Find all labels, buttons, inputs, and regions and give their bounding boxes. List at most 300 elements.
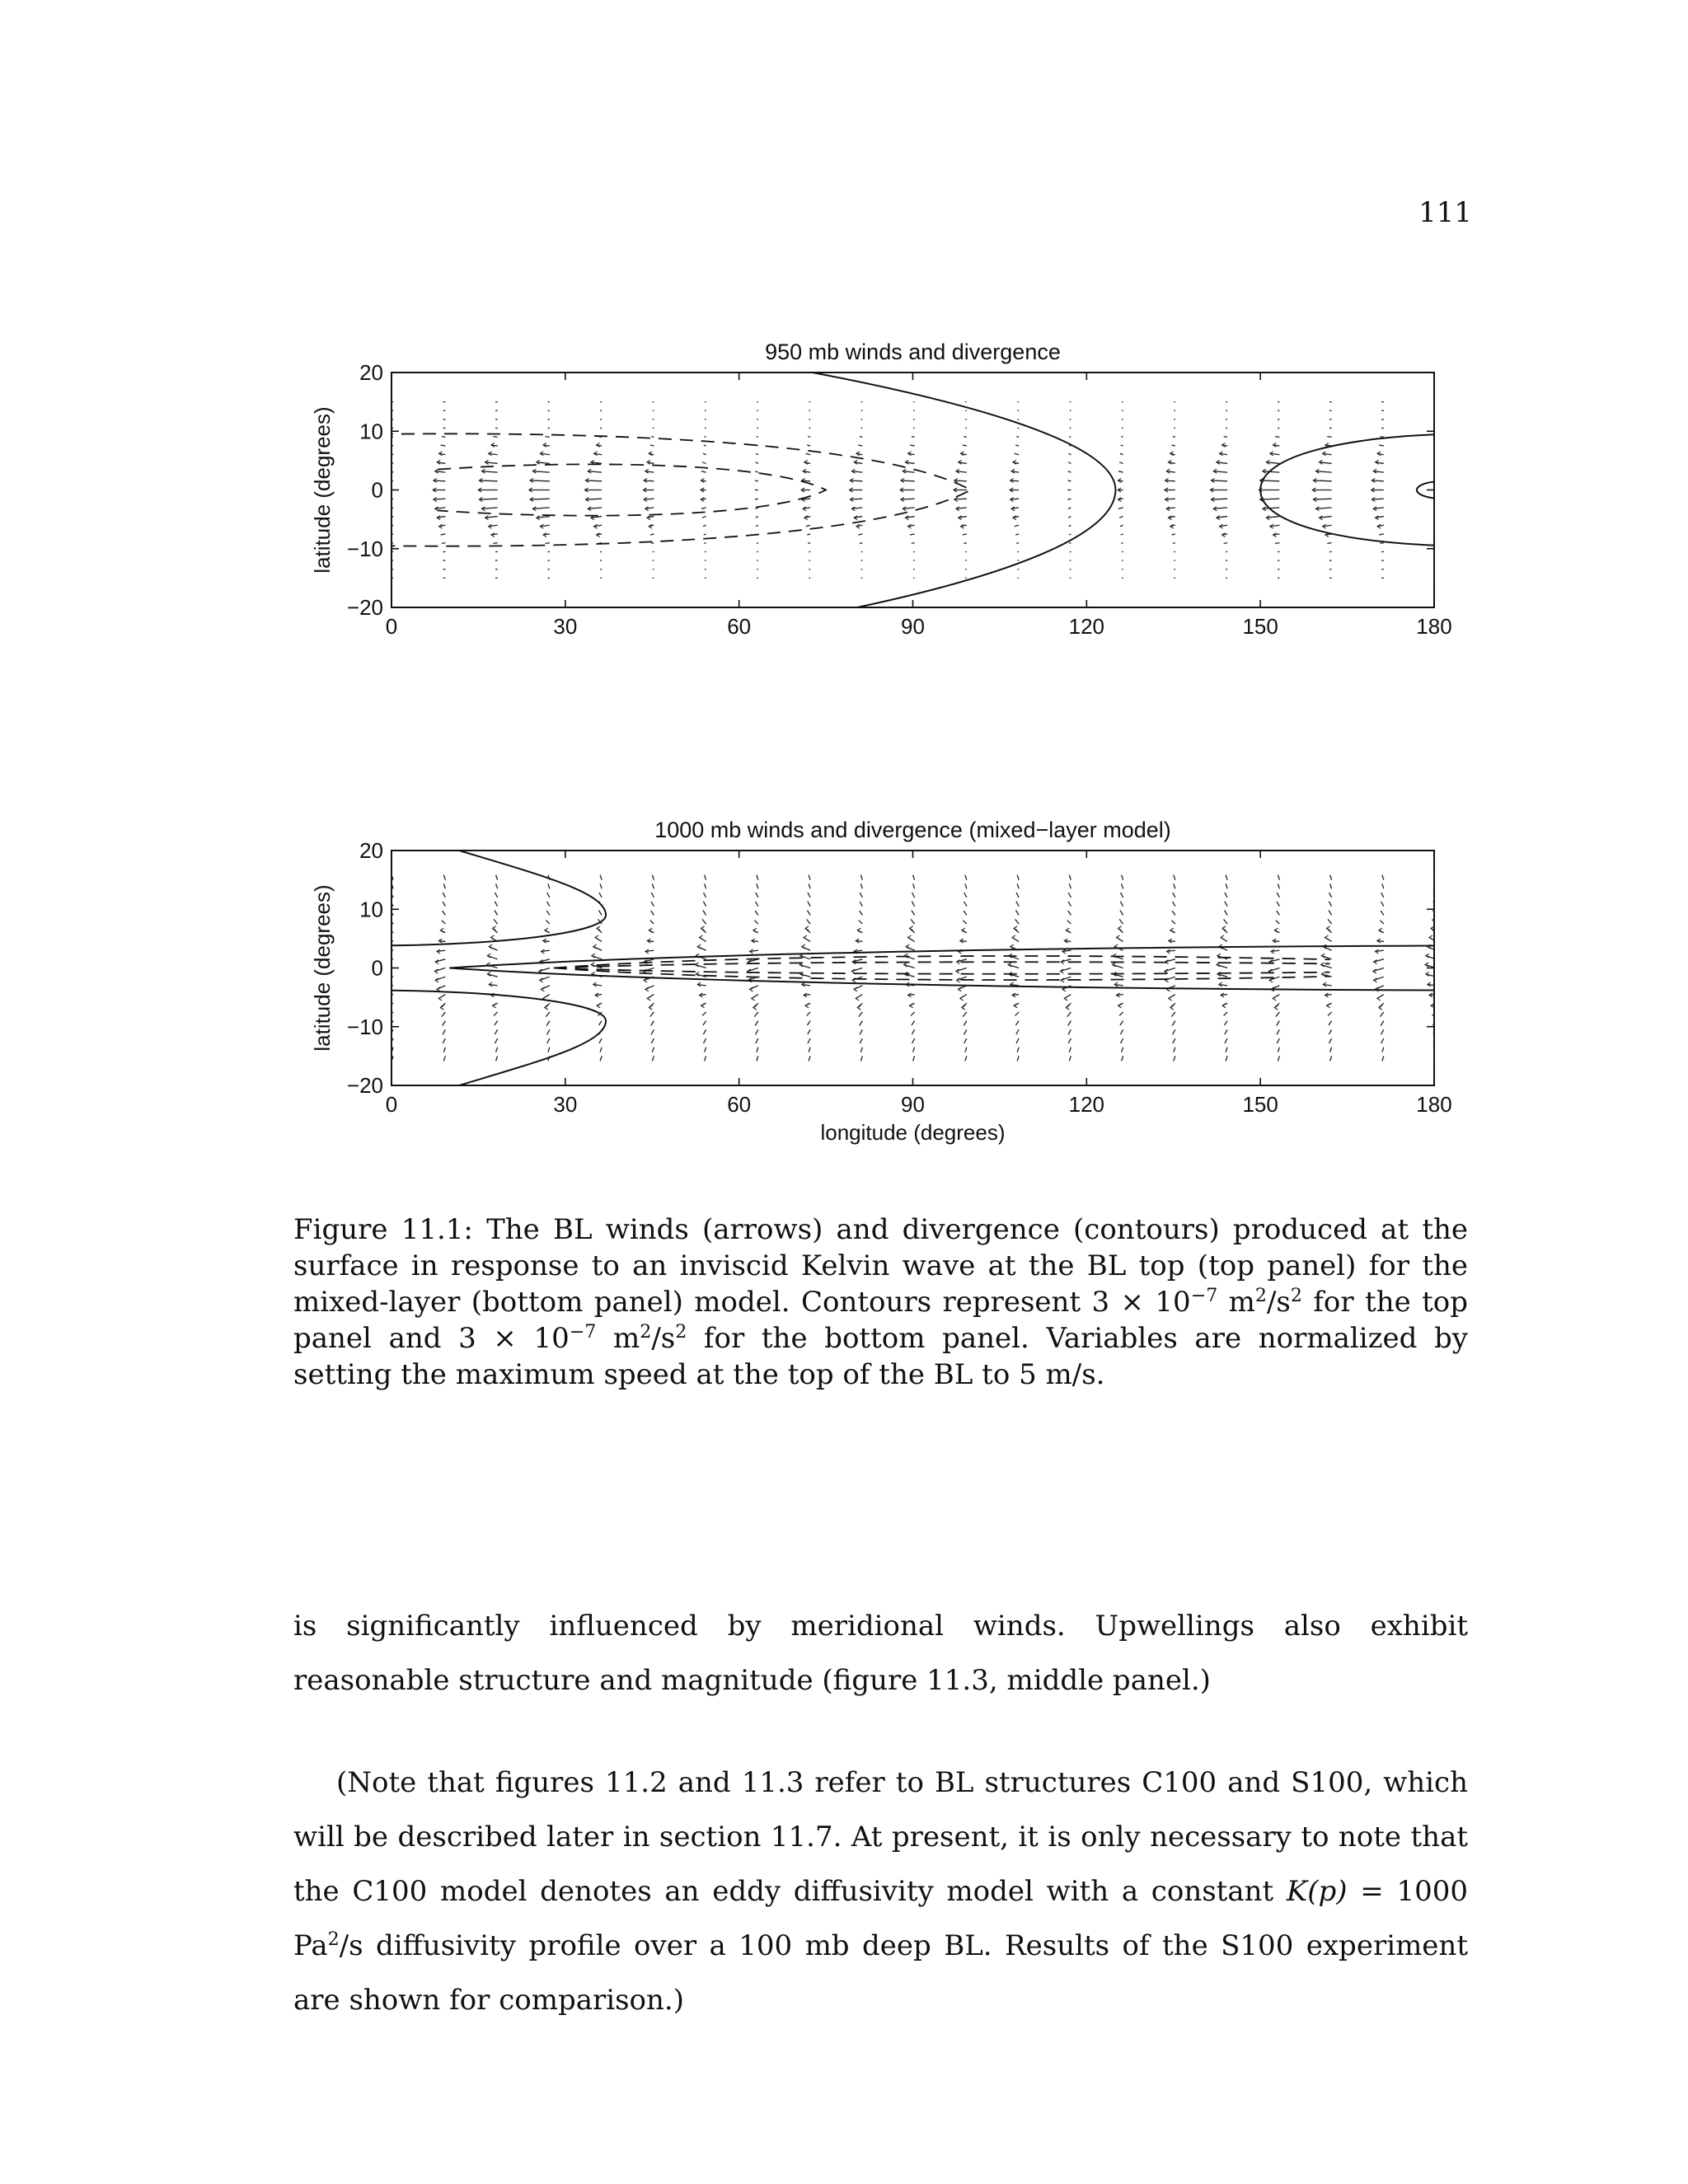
wind-arrow — [1122, 1047, 1123, 1052]
y-tick-label: 0 — [371, 477, 383, 503]
wind-arrow — [651, 1038, 654, 1043]
wind-arrow — [912, 1021, 915, 1025]
wind-arrow — [1278, 1056, 1279, 1061]
wind-arrow — [1121, 543, 1123, 544]
wind-arrow — [1016, 437, 1019, 438]
wind-arrow — [808, 1038, 810, 1043]
arrow-head — [1117, 935, 1120, 940]
wind-arrow — [546, 1012, 550, 1017]
wind-arrow — [442, 921, 446, 924]
wind-arrow — [964, 1021, 967, 1026]
arrow-head — [1170, 928, 1174, 932]
wind-arrow — [860, 1029, 862, 1034]
contour-dashed — [380, 434, 971, 546]
wind-arrow — [1381, 1029, 1384, 1034]
wind-arrow — [443, 1038, 445, 1043]
wind-arrow — [652, 1047, 654, 1052]
wind-arrow — [1329, 1021, 1332, 1025]
wind-arrow — [1382, 1056, 1384, 1061]
wind-arrow — [1016, 893, 1019, 898]
y-tick-label: 10 — [359, 897, 383, 922]
wind-arrow — [1173, 437, 1175, 438]
wind-arrow — [913, 883, 915, 888]
wind-arrow — [493, 543, 497, 544]
plot-area — [380, 847, 1446, 1088]
wind-arrow — [652, 883, 654, 888]
wind-arrow — [1381, 1021, 1384, 1026]
wind-arrow — [1118, 508, 1123, 509]
wind-arrow — [1225, 1038, 1227, 1043]
wind-arrow — [1330, 883, 1332, 888]
wind-arrow — [1381, 902, 1384, 907]
wind-arrow — [809, 1047, 810, 1052]
wind-arrow — [1015, 445, 1019, 446]
wind-arrow — [496, 1047, 498, 1052]
wind-arrow — [704, 893, 706, 898]
arrow-head — [1379, 1005, 1382, 1010]
wind-arrow — [912, 902, 914, 907]
arrow-head — [1377, 996, 1381, 1001]
wind-arrow — [808, 1029, 810, 1034]
wind-arrow — [703, 525, 706, 526]
x-tick-label: 30 — [553, 1092, 578, 1117]
figure-caption: Figure 11.1: The BL winds (arrows) and divergence (contours) produced at the surface in response to an inviscid Kelvin wave at the BL top (top panel) for the mixed-layer (bottom panel) model. Contours represent $3 \times 10^{-7}$ $m^2/s^2$ for the top panel and $3 \times 10^{-7}$ $m^2/s^2$ for the bottom panel. Variables are normalized by setting the maximum speed at the top of the BL to 5 m/s. — [293, 1213, 1469, 1391]
arrow-head — [649, 1005, 652, 1010]
wind-arrow — [443, 1021, 446, 1026]
wind-arrow — [651, 1021, 654, 1026]
wind-arrow — [441, 534, 446, 535]
wind-arrow — [809, 883, 810, 888]
wind-arrow — [650, 534, 654, 535]
arrow-head — [1222, 926, 1226, 930]
wind-arrow — [1173, 902, 1175, 907]
contour-dashed — [554, 956, 1330, 980]
x-tick-label: 90 — [901, 614, 925, 639]
wind-arrow — [1069, 437, 1071, 438]
arrow-head — [962, 928, 965, 932]
wind-arrow — [808, 902, 810, 907]
wind-arrow — [1277, 911, 1280, 915]
arrow-head — [383, 972, 387, 976]
wind-arrow — [860, 875, 862, 880]
wind-arrow — [496, 883, 498, 888]
arrow-head — [958, 987, 961, 991]
wind-arrow — [443, 911, 446, 915]
wind-arrow — [1015, 534, 1019, 535]
wind-arrow — [859, 921, 863, 924]
arrow-head — [493, 1004, 496, 1008]
arrow-head — [749, 987, 753, 991]
wind-arrow — [1380, 1012, 1384, 1017]
arrow-head — [960, 996, 964, 1001]
wind-arrow — [757, 875, 758, 880]
wind-arrow — [806, 453, 810, 454]
wind-arrow — [479, 480, 497, 481]
wind-arrow — [1120, 1029, 1123, 1034]
wind-arrow — [912, 911, 915, 916]
arrow-head — [906, 944, 909, 949]
wind-arrow — [1016, 543, 1019, 544]
wind-arrow — [807, 919, 811, 924]
arrow-head — [1325, 935, 1329, 940]
wind-arrow — [702, 517, 706, 518]
wind-arrow — [1015, 911, 1019, 916]
wind-arrow — [1015, 1012, 1020, 1015]
wind-arrow — [547, 902, 550, 907]
wind-arrow — [809, 1056, 810, 1061]
wind-arrow — [1330, 1056, 1332, 1061]
wind-arrow — [1329, 1038, 1332, 1043]
wind-arrow — [964, 1038, 967, 1043]
arrow-head — [440, 1005, 443, 1010]
x-tick-label: 0 — [385, 1092, 398, 1117]
wind-arrow — [1277, 1029, 1279, 1034]
wind-arrow — [1277, 1038, 1279, 1043]
wind-arrow — [705, 1047, 706, 1052]
wind-arrow — [600, 883, 602, 888]
wind-arrow — [756, 902, 758, 907]
wind-arrow — [495, 893, 498, 898]
wind-arrow — [860, 437, 862, 438]
wind-arrow — [1381, 893, 1384, 898]
wind-arrow — [532, 471, 549, 472]
wind-arrow — [1380, 921, 1384, 924]
wind-arrow — [963, 1012, 967, 1017]
math-kp: K(p) — [1286, 1875, 1348, 1908]
wind-arrow — [1172, 1021, 1175, 1026]
y-tick-label: 10 — [359, 419, 383, 444]
arrow-head — [493, 926, 496, 930]
wind-arrow — [964, 437, 966, 438]
wind-arrow — [910, 445, 915, 446]
wind-arrow — [1382, 883, 1384, 888]
wind-arrow — [1225, 902, 1227, 907]
wind-arrow — [1278, 883, 1279, 888]
wind-arrow — [546, 911, 550, 915]
wind-arrow — [1068, 508, 1071, 509]
wind-arrow — [860, 902, 862, 907]
wind-arrow — [756, 893, 758, 898]
wind-arrow — [1211, 480, 1227, 481]
wind-arrow — [1120, 902, 1123, 907]
wind-arrow — [910, 534, 915, 535]
arrow-head — [805, 1004, 809, 1008]
wind-arrow — [702, 919, 706, 924]
wind-arrow — [443, 893, 445, 898]
arrow-head — [701, 1004, 705, 1008]
wind-arrow — [912, 1029, 914, 1034]
arrow-head — [1012, 935, 1015, 940]
wind-arrow — [1224, 543, 1227, 544]
wind-arrow — [1067, 480, 1071, 481]
body-paragraph-2: (Note that figures 11.2 and 11.3 refer to BL structures C100 and S100, which will be described later in section 11.7. At present, it is only necessary to note that the C100 model denotes an eddy diffusivity model with a constant K(p) = 1000 Pa$^2$/s diffusivity profile over a 100 mb deep BL. Results of the S100 experiment are shown for comparison.) — [293, 1766, 1468, 2017]
contour-dashed — [554, 962, 1330, 974]
wind-arrow — [1226, 875, 1227, 880]
wind-arrow — [1379, 445, 1384, 446]
wind-arrow — [546, 1021, 550, 1026]
wind-arrow — [1330, 875, 1332, 880]
wind-arrow — [913, 1056, 915, 1061]
wind-arrow — [1174, 1056, 1175, 1061]
wind-arrow — [651, 902, 654, 907]
arrow-head — [1118, 1004, 1122, 1008]
wind-arrow — [1277, 893, 1279, 898]
y-tick-label: 20 — [359, 360, 383, 385]
wind-arrow — [1276, 1012, 1280, 1017]
wind-arrow — [755, 471, 758, 472]
wind-arrow — [652, 875, 654, 880]
wind-arrow — [1122, 875, 1123, 880]
wind-arrow — [911, 1012, 915, 1015]
wind-arrow — [754, 921, 758, 924]
body-paragraph-1: is significantly influenced by meridional winds. Upwellings also exhibit reasonable structure and magnitude (figure 11.3, middle panel.) — [293, 1610, 1468, 1697]
chart-title: 950 mb winds and divergence — [765, 340, 1061, 364]
wind-arrow — [1224, 911, 1227, 916]
wind-arrow — [1121, 534, 1123, 535]
wind-arrow — [1016, 902, 1019, 907]
wind-arrow — [807, 1012, 811, 1015]
wind-arrow — [912, 893, 915, 898]
wind-arrow — [912, 543, 915, 544]
arrow-head — [857, 1005, 860, 1010]
wind-arrow — [532, 508, 549, 509]
wind-arrow — [1327, 437, 1331, 438]
wind-arrow — [963, 921, 967, 924]
arrow-head — [440, 928, 443, 932]
arrow-head — [545, 1005, 548, 1010]
wind-arrow — [1173, 543, 1175, 544]
wind-arrow — [860, 911, 863, 915]
wind-arrow — [1226, 1047, 1227, 1052]
wind-arrow — [1171, 534, 1175, 535]
wind-arrow — [757, 437, 758, 438]
arrow-head — [1429, 935, 1432, 940]
wind-arrow — [1275, 543, 1279, 544]
wind-arrow — [1275, 437, 1279, 438]
wind-arrow — [495, 902, 497, 907]
arrow-head — [387, 935, 390, 940]
arrow-head — [645, 987, 649, 991]
wind-arrow — [703, 1021, 706, 1025]
wind-arrow — [858, 445, 862, 446]
wind-arrow — [496, 1056, 498, 1061]
y-tick-label: 20 — [359, 838, 383, 863]
arrow-head — [854, 987, 857, 991]
wind-arrow — [757, 1047, 758, 1052]
wind-arrow — [705, 875, 706, 880]
wind-arrow — [1068, 462, 1071, 464]
wind-arrow — [651, 1029, 654, 1034]
arrow-head — [857, 928, 860, 932]
wind-arrow — [965, 1056, 967, 1061]
wind-arrow — [704, 534, 706, 535]
arrow-head — [593, 944, 597, 949]
wind-arrow — [441, 445, 446, 446]
wind-arrow — [757, 1056, 758, 1061]
arrow-head — [1327, 926, 1330, 930]
arrow-head — [385, 982, 388, 987]
wind-arrow — [705, 883, 706, 888]
wind-arrow — [1329, 911, 1332, 916]
wind-arrow — [1120, 453, 1123, 454]
wind-arrow — [913, 875, 915, 880]
wind-arrow — [598, 911, 602, 916]
arrow-head — [1014, 1004, 1017, 1008]
wind-arrow — [650, 921, 654, 924]
wind-arrow — [702, 1012, 706, 1015]
wind-arrow — [1015, 1021, 1019, 1025]
wind-arrow — [858, 534, 862, 535]
wind-arrow — [1068, 517, 1071, 518]
wind-arrow — [1068, 1038, 1071, 1043]
wind-arrow — [1278, 875, 1279, 880]
wind-arrow — [860, 893, 862, 898]
wind-arrow — [964, 1029, 967, 1034]
wind-arrow — [1121, 1038, 1123, 1043]
wind-arrow — [1069, 1056, 1071, 1061]
arrow-head — [1379, 928, 1382, 932]
wind-arrow — [703, 1029, 706, 1034]
wind-arrow — [494, 1012, 498, 1015]
wind-arrow — [809, 875, 810, 880]
wind-arrow — [756, 517, 758, 518]
wind-arrow — [754, 1012, 758, 1017]
wind-arrow — [1379, 534, 1384, 535]
contour-solid — [1260, 434, 1446, 546]
wind-arrow — [1121, 893, 1123, 898]
wind-arrow — [1120, 1021, 1123, 1025]
wind-arrow — [443, 1029, 445, 1034]
arrow-head — [647, 996, 650, 1001]
x-tick-label: 120 — [1068, 614, 1105, 639]
wind-arrow — [807, 911, 810, 916]
wind-arrow — [704, 543, 706, 544]
arrow-head — [962, 1005, 965, 1010]
wind-arrow — [1017, 875, 1019, 880]
wind-arrow — [860, 1056, 862, 1061]
wind-arrow — [1224, 1012, 1228, 1015]
page-number: 111 — [1418, 196, 1472, 229]
x-tick-label: 90 — [901, 1092, 925, 1117]
arrow-head — [700, 935, 703, 940]
wind-arrow — [703, 902, 706, 907]
wind-arrow — [756, 525, 758, 526]
wind-arrow — [1174, 1047, 1175, 1052]
chart-title: 1000 mb winds and divergence (mixed−layer model) — [654, 818, 1171, 842]
arrow-head — [1014, 926, 1017, 930]
wind-arrow — [1069, 534, 1071, 535]
arrow-head — [856, 996, 859, 1001]
wind-arrow — [651, 893, 654, 898]
wind-arrow — [599, 893, 602, 898]
arrow-head — [438, 996, 442, 1001]
wind-arrow — [850, 480, 862, 481]
arrow-head — [1066, 928, 1069, 932]
wind-arrow — [1068, 911, 1071, 915]
wind-arrow — [443, 875, 445, 880]
wind-arrow — [912, 437, 915, 438]
wind-arrow — [1069, 543, 1071, 544]
wind-arrow — [1381, 1038, 1384, 1043]
wind-arrow — [702, 462, 706, 464]
arrow-head — [1273, 996, 1276, 1001]
wind-arrow — [1277, 1021, 1280, 1026]
wind-arrow — [1327, 543, 1331, 544]
wind-arrow — [1224, 919, 1228, 924]
wind-arrow — [1016, 1029, 1019, 1034]
wind-arrow — [1277, 902, 1279, 907]
wind-arrow — [650, 1012, 654, 1017]
wind-arrow — [387, 995, 393, 996]
wind-arrow — [755, 1021, 758, 1026]
wind-arrow — [530, 480, 550, 481]
wind-arrow — [964, 911, 967, 915]
contour-solid — [380, 847, 606, 945]
caption-label: Figure 11.1: — [293, 1213, 473, 1246]
wind-arrow — [704, 1038, 706, 1043]
wind-arrow — [1226, 883, 1227, 888]
arrow-head — [910, 1004, 913, 1008]
wind-arrow — [1263, 471, 1279, 472]
wind-arrow — [704, 445, 706, 446]
x-tick-label: 150 — [1242, 1092, 1278, 1117]
wind-arrow — [1121, 437, 1123, 438]
wind-arrow — [1122, 1056, 1123, 1061]
x-tick-label: 180 — [1416, 614, 1452, 639]
wind-arrow — [701, 471, 706, 472]
arrow-head — [595, 935, 598, 940]
wind-arrow — [1330, 1047, 1332, 1052]
wind-arrow — [651, 911, 654, 915]
wind-arrow — [1015, 453, 1019, 454]
wind-arrow — [442, 543, 445, 544]
bottom-panel-chart — [305, 808, 1475, 1154]
wind-arrow — [547, 1029, 550, 1034]
wind-arrow — [1069, 883, 1071, 888]
wind-arrow — [493, 437, 497, 438]
wind-arrow — [443, 1056, 445, 1061]
wind-arrow — [1119, 1012, 1123, 1015]
wind-arrow — [965, 883, 967, 888]
arrow-head — [1222, 1004, 1226, 1008]
wind-arrow — [1329, 1029, 1331, 1034]
arrow-head — [805, 926, 809, 930]
wind-arrow — [1119, 462, 1123, 464]
wind-arrow — [546, 437, 550, 438]
y-tick-label: −10 — [346, 536, 383, 561]
x-axis-label: longitude (degrees) — [820, 1120, 1006, 1145]
arrow-head — [1064, 996, 1067, 1001]
contour-solid — [449, 945, 1446, 990]
wind-arrow — [807, 1021, 810, 1025]
arrow-head — [541, 987, 544, 991]
wind-arrow — [701, 508, 706, 509]
wind-arrow — [808, 893, 810, 898]
x-tick-label: 30 — [553, 614, 578, 639]
wind-arrow — [1069, 875, 1071, 880]
wind-arrow — [860, 1038, 862, 1043]
wind-arrow — [652, 1056, 654, 1061]
wind-arrow — [1068, 902, 1071, 907]
wind-arrow — [1329, 902, 1331, 907]
top-panel-chart — [305, 330, 1475, 651]
wind-arrow — [548, 883, 550, 888]
arrow-head — [1118, 926, 1122, 930]
wind-arrow — [1068, 471, 1071, 472]
wind-arrow — [651, 437, 654, 438]
wind-arrow — [963, 445, 967, 446]
plot-area — [380, 369, 1446, 610]
